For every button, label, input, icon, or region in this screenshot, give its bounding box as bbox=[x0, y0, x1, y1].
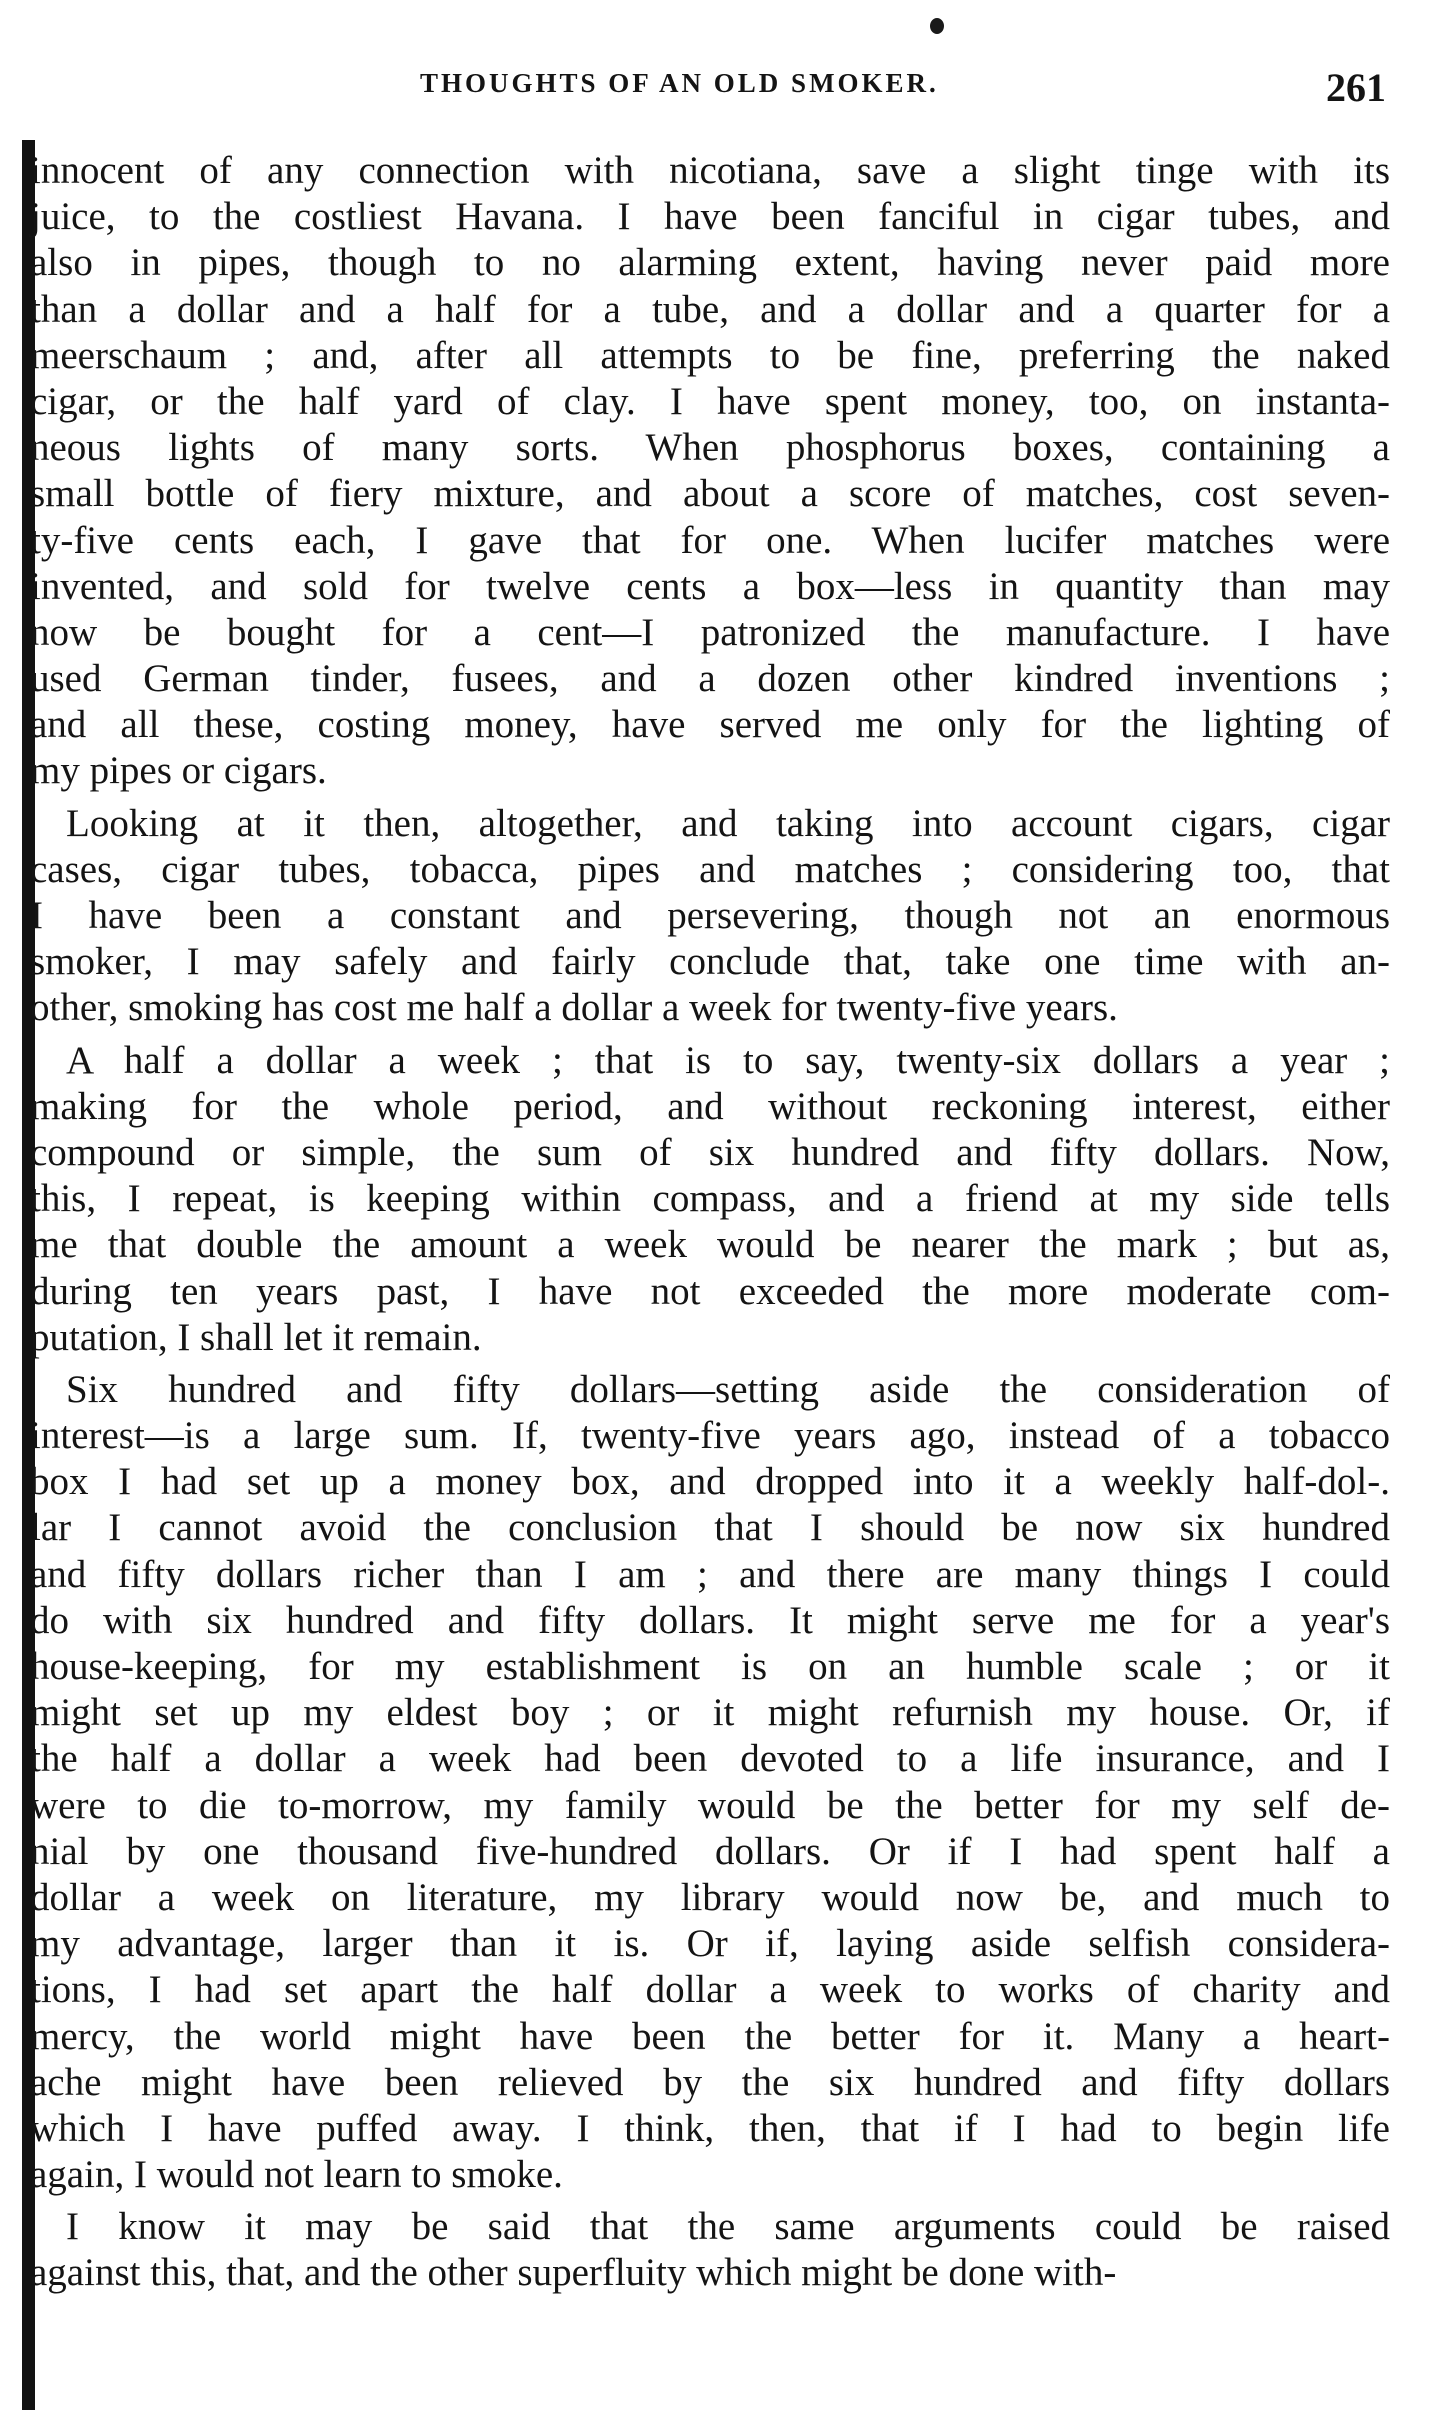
text-line: Six hundred and fifty dollars—setting aside the consideration of bbox=[66, 1367, 1390, 1411]
text-line: A half a dollar a week ; that is to say, twenty-six dollars a year ; bbox=[66, 1038, 1390, 1082]
text-line: might set up my eldest boy ; or it might refurnish my house. Or, if bbox=[30, 1691, 1390, 1735]
text-line: house-keeping, for my establishment is on an humble scale ; or it bbox=[30, 1645, 1390, 1688]
text-line: also in pipes, though to no alarming extent, having never paid more bbox=[30, 241, 1390, 285]
text-line: making for the whole period, and without reckoning interest, either bbox=[30, 1084, 1390, 1128]
text-line: juice, to the costliest Havana. I have been fanciful in cigar tubes, and bbox=[30, 195, 1390, 239]
text-line: were to die to-morrow, my family would be the better for my self de- bbox=[30, 1783, 1390, 1827]
text-line: cases, cigar tubes, tobacca, pipes and matches ; considering too, that bbox=[30, 847, 1390, 891]
text-line: my pipes or cigars. bbox=[30, 749, 327, 793]
text-line: do with six hundred and fifty dollars. It might serve me for a year's bbox=[30, 1598, 1390, 1642]
text-line: me that double the amount a week would be nearer the mark ; but as, bbox=[30, 1223, 1390, 1267]
text-line: my advantage, larger than it is. Or if, laying aside selfish considera- bbox=[30, 1922, 1390, 1966]
ink-dot-mark bbox=[930, 18, 944, 34]
text-line: compound or simple, the sum of six hundred and fifty dollars. Now, bbox=[30, 1130, 1390, 1174]
text-line: invented, and sold for twelve cents a box—less in quantity than may bbox=[30, 564, 1390, 608]
text-line: cigar, or the half yard of clay. I have spent money, too, on instanta- bbox=[30, 379, 1390, 423]
text-line: I know it may be said that the same arguments could be raised bbox=[66, 2205, 1390, 2249]
paragraph bbox=[30, 148, 1390, 795]
paragraph bbox=[30, 2198, 1390, 2296]
text-line: now be bought for a cent—I patronized the manufacture. I have bbox=[30, 610, 1390, 654]
text-line: the half a dollar a week had been devoted to a life insurance, and I bbox=[30, 1737, 1390, 1781]
text-line: tions, I had set apart the half dollar a week to works of charity and bbox=[30, 1968, 1390, 2012]
text-line: and fifty dollars richer than I am ; and there are many things I could bbox=[30, 1552, 1390, 1596]
text-line: box I had set up a money box, and dropped into it a weekly half-dol-. bbox=[30, 1460, 1390, 1504]
paragraph bbox=[30, 1361, 1390, 2198]
text-line: meerschaum ; and, after all attempts to be fine, preferring the naked bbox=[30, 333, 1390, 377]
text-line: I have been a constant and persevering, though not an enormous bbox=[30, 894, 1390, 937]
text-line: ty-five cents each, I gave that for one. When lucifer matches were bbox=[30, 518, 1390, 562]
text-line: nial by one thousand five-hundred dollars. Or if I had spent half a bbox=[30, 1829, 1390, 1873]
text-line: interest—is a large sum. If, twenty-five years ago, instead of a tobacco bbox=[30, 1414, 1390, 1458]
text-line: mercy, the world might have been the better for it. Many a heart- bbox=[30, 2014, 1390, 2058]
text-line: putation, I shall let it remain. bbox=[30, 1315, 482, 1359]
text-line: which I have puffed away. I think, then, that if I had to begin life bbox=[30, 2106, 1390, 2150]
text-line: this, I repeat, is keeping within compass, and a friend at my side tells bbox=[30, 1177, 1390, 1221]
text-line: used German tinder, fusees, and a dozen other kindred inventions ; bbox=[30, 657, 1390, 701]
text-line: during ten years past, I have not exceeded the more moderate com- bbox=[30, 1269, 1390, 1313]
text-line: lar I cannot avoid the conclusion that I should be now six hundred bbox=[30, 1506, 1390, 1550]
text-line: than a dollar and a half for a tube, and a dollar and a quarter for a bbox=[30, 287, 1390, 331]
paragraph bbox=[30, 1032, 1390, 1361]
page-number: 261 bbox=[1326, 65, 1386, 110]
text-line: and all these, costing money, have served me only for the lighting of bbox=[30, 703, 1390, 747]
text-line: dollar a week on literature, my library would now be, and much to bbox=[30, 1875, 1390, 1919]
body-text bbox=[30, 148, 1390, 2297]
text-line: innocent of any connection with nicotiana, save a slight tinge with its bbox=[30, 149, 1390, 192]
text-line: other, smoking has cost me half a dollar a week for twenty-five years. bbox=[30, 986, 1118, 1030]
paragraph bbox=[30, 795, 1390, 1032]
running-head: THOUGHTS OF AN OLD SMOKER. bbox=[420, 68, 939, 98]
text-line: ache might have been relieved by the six hundred and fifty dollars bbox=[30, 2060, 1390, 2104]
text-line: Looking at it then, altogether, and taking into account cigars, cigar bbox=[66, 801, 1390, 845]
text-line: against this, that, and the other superfluity which might be done with- bbox=[30, 2251, 1117, 2295]
text-line: smoker, I may safely and fairly conclude that, take one time with an- bbox=[30, 940, 1390, 984]
text-line: again, I would not learn to smoke. bbox=[30, 2153, 563, 2197]
text-line: neous lights of many sorts. When phosphorus boxes, containing a bbox=[30, 426, 1390, 470]
text-line: small bottle of fiery mixture, and about a score of matches, cost seven- bbox=[30, 472, 1390, 516]
